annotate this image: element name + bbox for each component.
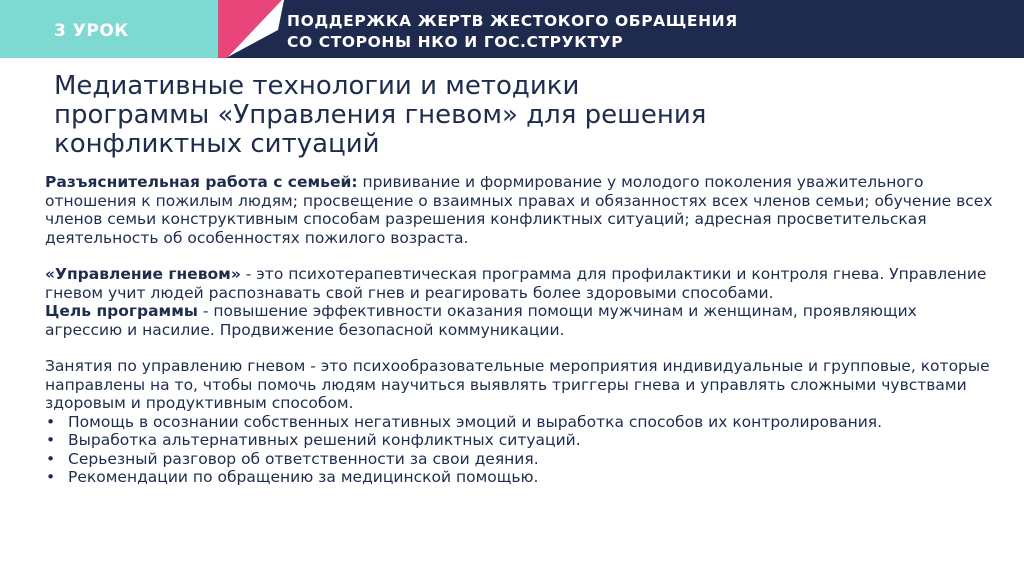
family-work-paragraph — [45, 173, 995, 247]
bullet-icon: • — [46, 412, 56, 431]
sessions-paragraph: Занятия по управлению гневом - это психообразовательные мероприятия индивидуальные и групповые, которые направлены на то, чтобы помочь людям научиться выявлять триггеры гнева и управлять сложными чувствами здоровым и продуктивным способом. — [45, 357, 990, 412]
bullet-icon: • — [46, 449, 56, 468]
slide-title — [54, 72, 954, 159]
list-item-text: Рекомендации по обращению за медицинской помощью. — [68, 468, 539, 486]
slide-title-line-2: программы «Управления гневом» для решения — [54, 100, 707, 130]
list-item — [45, 468, 995, 487]
program-goal-lead: Цель программы — [45, 302, 198, 320]
anger-management-paragraph — [45, 265, 995, 302]
list-item — [45, 431, 995, 450]
list-item — [45, 413, 995, 432]
slide-header — [0, 0, 1024, 58]
family-work-lead: Разъяснительная работа с семьей: — [45, 173, 358, 191]
list-item-text: Серьезный разговор об ответственности за свои деяния. — [68, 449, 539, 468]
list-item-text: Помощь в осознании собственных негативных эмоций и выработка способов их контролирования. — [68, 412, 883, 431]
family-work-text: прививание и формирование у молодого поколения уважительного отношения к пожилым людям; просвещение о взаимных правах и обязанностях всех членов семьи; обучение всех членов семьи конструктивным способам разрешения конфликтных ситуаций; адресная просветительская деятельность об особенностях пожилого возраста. — [45, 173, 993, 247]
program-goal-paragraph — [45, 302, 995, 339]
anger-management-text: - это психотерапевтическая программа для профилактики и контроля гнева. Управление гневом учит людей распознавать свой гнев и реагировать более здоровыми способами. — [45, 265, 987, 302]
slide-title-line-1: Медиативные технологии и методики — [54, 71, 580, 101]
list-item — [45, 450, 995, 469]
slide-body — [45, 173, 995, 487]
list-item-text: Выработка альтернативных решений конфликтных ситуаций. — [68, 431, 581, 449]
module-title — [287, 11, 738, 53]
module-title-line-1: ПОДДЕРЖКА ЖЕРТВ ЖЕСТОКОГО ОБРАЩЕНИЯ — [287, 12, 738, 30]
lesson-label: 3 УРОК — [54, 21, 129, 41]
bullet-icon: • — [46, 431, 56, 449]
slide-title-line-3: конфликтных ситуаций — [54, 129, 380, 159]
anger-management-lead: «Управление гневом» — [45, 265, 241, 283]
lesson-band — [0, 0, 224, 58]
module-title-line-2: СО СТОРОНЫ НКО И ГОС.СТРУКТУР — [287, 33, 624, 51]
bullet-icon: • — [46, 468, 56, 486]
bullet-list — [45, 413, 995, 487]
program-goal-text: - повышение эффективности оказания помощи мужчинам и женщинам, проявляющих агрессию и насилие. Продвижение безопасной коммуникации. — [45, 302, 917, 339]
